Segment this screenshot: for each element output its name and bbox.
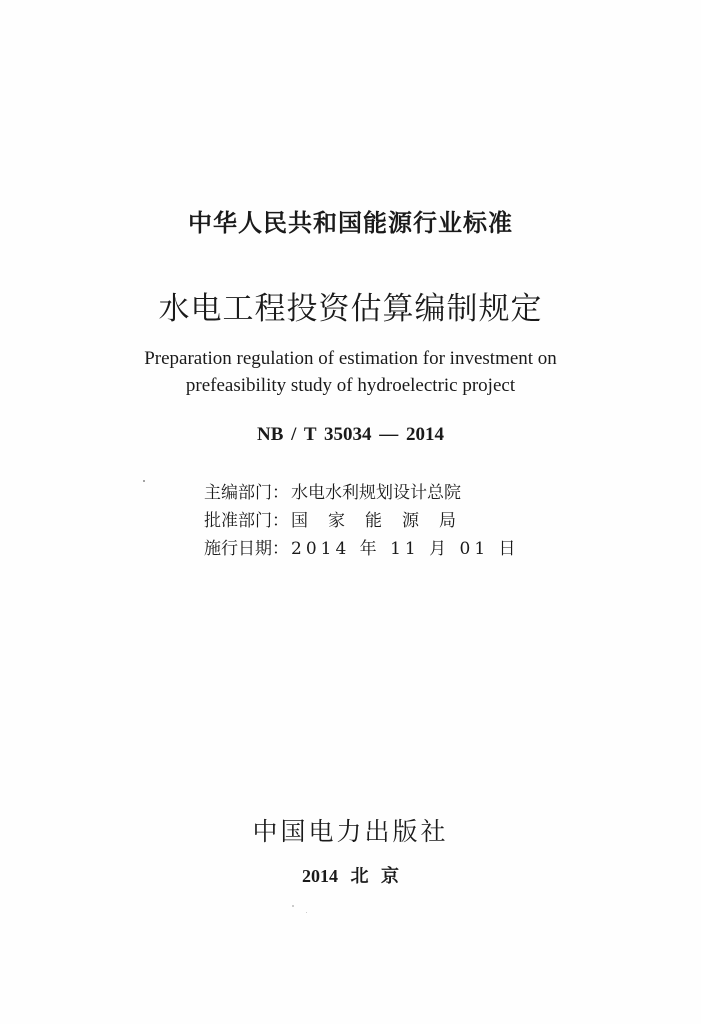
scan-speck [292,905,294,907]
publication-year-place: 2014 北 京 [302,866,399,886]
document-title-english-line-2: prefeasibility study of hydroelectric project [185,375,516,396]
effective-date-row [204,534,624,559]
standard-number: NB / T 35034 — 2014 [257,424,444,445]
scan-speck [143,480,145,482]
scan-speck [306,912,307,913]
effective-date-value: 2014 年 11 月 01 日 [291,539,520,559]
document-title-chinese: 水电工程投资估算编制规定 [158,291,543,327]
editor-row [204,478,624,503]
standard-series-heading: 中华人民共和国能源行业标准 [188,209,513,237]
editor-value: 水电水利规划设计总院 [291,483,461,503]
approver-row [204,506,624,531]
approver-label: 批准部门： [204,511,289,531]
approver-value: 国家能源局 [291,511,476,531]
publisher-name: 中国电力出版社 [252,817,449,846]
document-title-english-line-1: Preparation regulation of estimation for investment on [144,348,557,369]
editor-label: 主编部门： [204,483,289,503]
effective-date-label: 施行日期： [204,539,289,559]
